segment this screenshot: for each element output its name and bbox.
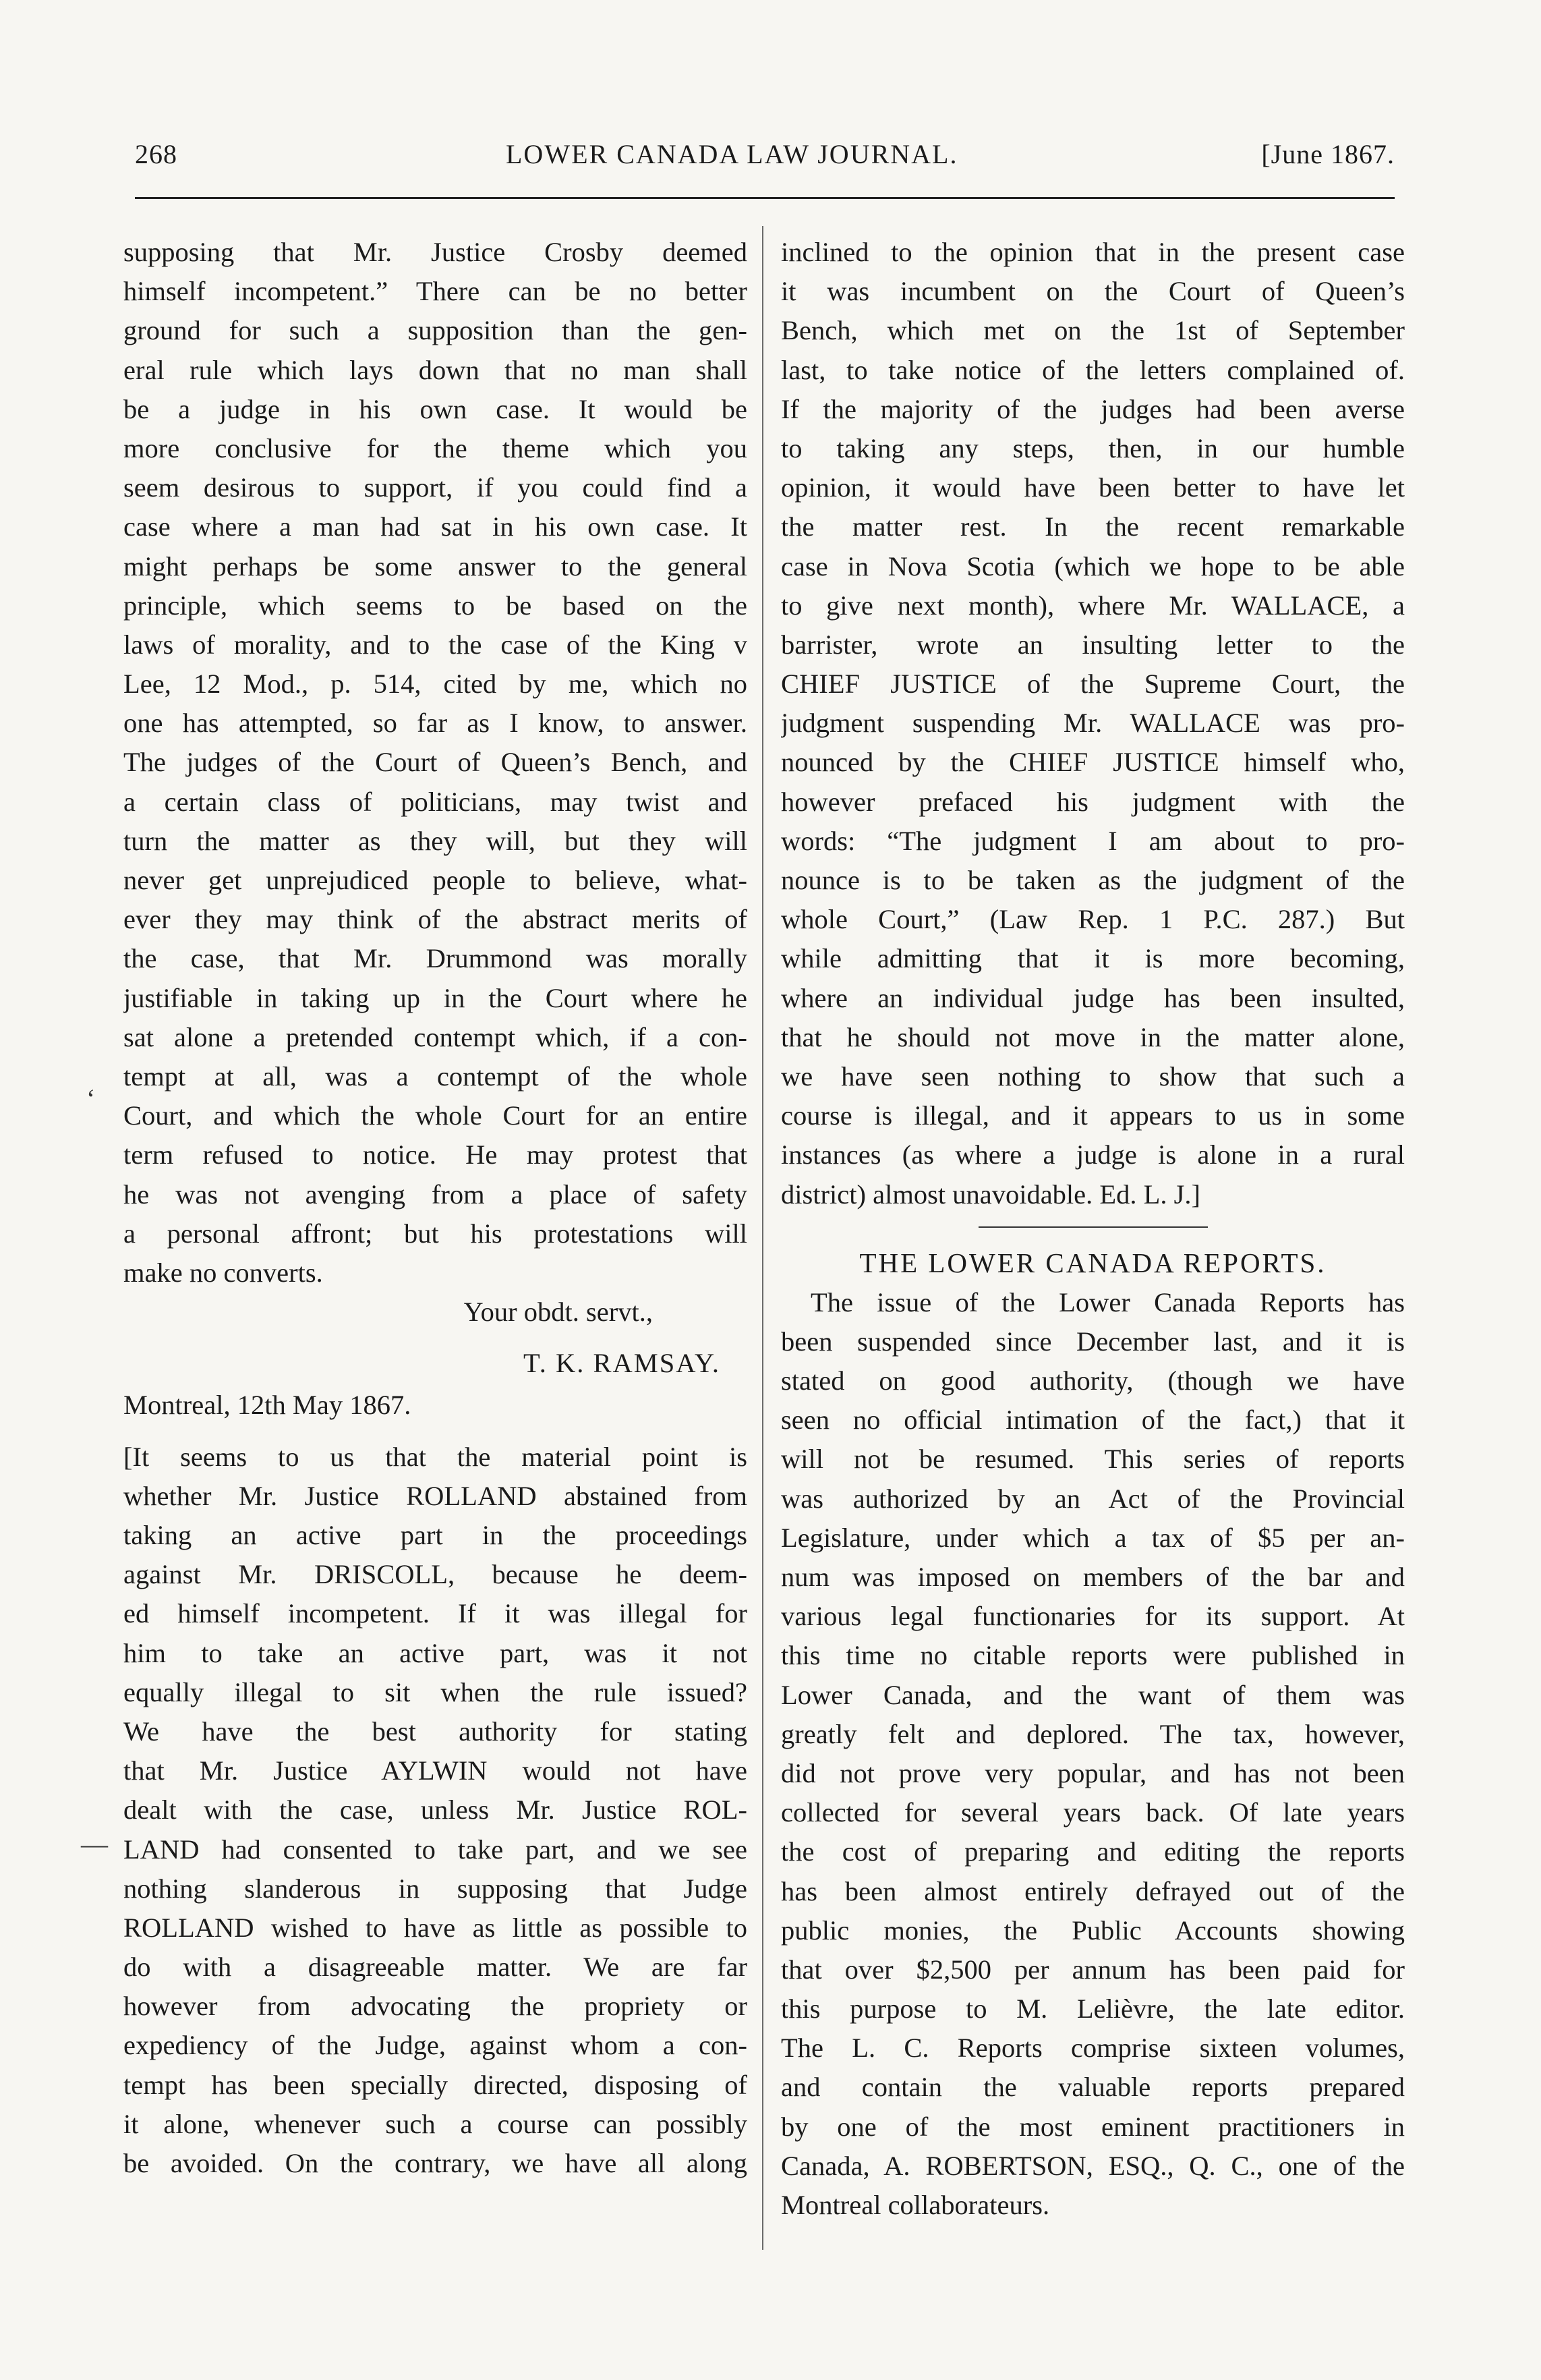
text-line: the cost of preparing and editing the reports [781, 1836, 1405, 1867]
text-line: more conclusive for the theme which you [123, 432, 747, 463]
text-line: The L. C. Reports comprise sixteen volumes, [781, 2033, 1405, 2064]
text-line: justifiable in taking up in the Court where he [123, 982, 747, 1013]
text-line: The issue of the Lower Canada Reports has [811, 1286, 1405, 1318]
text-line: did not prove very popular, and has not been [781, 1757, 1405, 1788]
text-line: supposing that Mr. Justice Crosby deemed [123, 237, 747, 267]
text-line: be a judge in his own case. It would be [123, 393, 747, 424]
margin-mark: ‘ [86, 1083, 96, 1114]
text-line: public monies, the Public Accounts showing [781, 1915, 1405, 1946]
text-line: collected for several years back. Of late years [781, 1797, 1405, 1828]
text-line: that Mr. Justice AYLWIN would not have [123, 1755, 747, 1786]
text-line: laws of morality, and to the case of the King v [123, 629, 747, 660]
text-line: The judges of the Court of Queen’s Bench, and [123, 747, 747, 778]
text-line: a certain class of politicians, may twist and [123, 786, 747, 817]
text-line: to give next month), where Mr. WALLACE, a [781, 590, 1405, 621]
text-line: last, to take notice of the letters complained of. [781, 354, 1405, 385]
text-line: a personal affront; but his protestations will [123, 1218, 747, 1249]
text-line: nothing slanderous in supposing that Judge [123, 1873, 747, 1904]
text-line: do with a disagreeable matter. We are far [123, 1952, 747, 1983]
text-line: against Mr. DRISCOLL, because he deem- [123, 1559, 747, 1590]
text-line: whole Court,” (Law Rep. 1 P.C. 287.) But [781, 904, 1405, 935]
text-line: dealt with the case, unless Mr. Justice ROL- [123, 1794, 747, 1825]
text-line: nounced by the CHIEF JUSTICE himself who, [781, 747, 1405, 778]
editorial-note-continued [781, 233, 1405, 1214]
text-line: ed himself incompetent. If it was illegal for [123, 1598, 747, 1629]
column-divider [762, 226, 763, 2250]
letter-place-date: Montreal, 12th May 1867. [123, 1390, 411, 1421]
text-line: we have seen nothing to show that such a [781, 1060, 1405, 1092]
text-line: eral rule which lays down that no man shall [123, 354, 747, 385]
text-line: If the majority of the judges had been averse [781, 393, 1405, 424]
text-line: nounce is to be taken as the judgment of the [781, 865, 1405, 895]
text-line: be avoided. On the contrary, we have all along [123, 2148, 747, 2178]
text-line: term refused to notice. He may protest that [123, 1139, 747, 1170]
journal-title: LOWER CANADA LAW JOURNAL. [506, 139, 958, 169]
text-line: expediency of the Judge, against whom a con- [123, 2030, 747, 2061]
text-line: Lower Canada, and the want of them was [781, 1679, 1405, 1710]
text-line: various legal functionaries for its support. At [781, 1601, 1405, 1632]
section-body [781, 1283, 1405, 2226]
text-line: taking an active part in the proceedings [123, 1520, 747, 1550]
text-line: [It seems to us that the material point is [123, 1441, 747, 1472]
text-line: judgment suspending Mr. WALLACE was pro- [781, 708, 1405, 739]
text-line: inclined to the opinion that in the present case [781, 237, 1405, 267]
text-line: Montreal collaborateurs. [781, 2190, 1050, 2220]
text-line: might perhaps be some answer to the general [123, 550, 747, 582]
text-line: instances (as where a judge is alone in a rural [781, 1139, 1405, 1170]
text-line: Court, and which the whole Court for an entire [123, 1100, 747, 1131]
text-line: by one of the most eminent practitioners in [781, 2111, 1405, 2142]
text-line: greatly felt and deplored. The tax, however, [781, 1718, 1405, 1749]
text-line: to taking any steps, then, in our humble [781, 432, 1405, 463]
text-line: this time no citable reports were published in [781, 1640, 1405, 1671]
page-header [135, 138, 1395, 179]
page-number: 268 [135, 139, 177, 169]
letter-signature: T. K. RAMSAY. [523, 1348, 720, 1379]
text-line: the matter rest. In the recent remarkable [781, 511, 1405, 542]
text-line: however from advocating the propriety or [123, 1991, 747, 2022]
text-line: ROLLAND wished to have as little as possible to [123, 1912, 747, 1943]
text-line: equally illegal to sit when the rule issued? [123, 1676, 747, 1707]
text-line: it was incumbent on the Court of Queen’s [781, 276, 1405, 307]
text-line: district) almost unavoidable. Ed. L. J.] [781, 1179, 1200, 1210]
text-line: where an individual judge has been insulted, [781, 982, 1405, 1013]
text-line: Lee, 12 Mod., p. 514, cited by me, which no [123, 669, 747, 700]
text-line: case where a man had sat in his own case. It [123, 511, 747, 542]
text-line: We have the best authority for stating [123, 1716, 747, 1747]
text-line: num was imposed on members of the bar and [781, 1562, 1405, 1592]
text-line: has been almost entirely defrayed out of the [781, 1875, 1405, 1906]
left-column [123, 233, 747, 2183]
text-line: been suspended since December last, and it is [781, 1326, 1405, 1357]
text-line: barrister, wrote an insulting letter to the [781, 629, 1405, 660]
text-line: will not be resumed. This series of reports [781, 1444, 1405, 1475]
text-line: principle, which seems to be based on the [123, 590, 747, 621]
text-line: while admitting that it is more becoming, [781, 943, 1405, 974]
text-line: never get unprejudiced people to believe, what- [123, 865, 747, 895]
right-column [781, 233, 1405, 2225]
text-line: ever they may think of the abstract merits of [123, 904, 747, 935]
issue-date: [June 1867. [1261, 139, 1395, 169]
header-rule [135, 197, 1395, 199]
text-line: tempt has been specially directed, disposing of [123, 2069, 747, 2100]
margin-mark: — [81, 1829, 108, 1859]
text-line: the case, that Mr. Drummond was morally [123, 943, 747, 974]
text-line: was authorized by an Act of the Provincial [781, 1483, 1405, 1514]
text-line: it alone, whenever such a course can possibly [123, 2108, 747, 2139]
text-line: however prefaced his judgment with the [781, 786, 1405, 817]
text-line: case in Nova Scotia (which we hope to be able [781, 550, 1405, 582]
text-line: sat alone a pretended contempt which, if a con- [123, 1021, 747, 1052]
section-title: THE LOWER CANADA REPORTS. [859, 1247, 1327, 1278]
text-line: one has attempted, so far as I know, to answer. [123, 708, 747, 739]
editorial-note [123, 1438, 747, 2184]
text-line: tempt at all, was a contempt of the whole [123, 1060, 747, 1092]
text-line: Canada, A. ROBERTSON, ESQ., Q. C., one of the [781, 2150, 1405, 2181]
text-line: and contain the valuable reports prepared [781, 2072, 1405, 2103]
text-line: whether Mr. Justice ROLLAND abstained from [123, 1480, 747, 1511]
text-line: LAND had consented to take part, and we see [123, 1834, 747, 1865]
text-line: opinion, it would have been better to have let [781, 472, 1405, 503]
text-line: he was not avenging from a place of safety [123, 1179, 747, 1210]
text-line: that he should not move in the matter alone, [781, 1021, 1405, 1052]
text-line: that over $2,500 per annum has been paid for [781, 1954, 1405, 1985]
text-line: make no converts. [123, 1257, 323, 1288]
text-line: ground for such a supposition than the gen- [123, 315, 747, 346]
text-line: Bench, which met on the 1st of September [781, 315, 1405, 346]
text-line: this purpose to M. Lelièvre, the late editor. [781, 1993, 1405, 2024]
letter-body [123, 233, 747, 1293]
text-line: seen no official intimation of the fact,) that it [781, 1405, 1405, 1436]
text-line: seem desirous to support, if you could find a [123, 472, 747, 503]
text-line: CHIEF JUSTICE of the Supreme Court, the [781, 669, 1405, 700]
letter-closing: Your obdt. servt., [463, 1297, 653, 1328]
text-line: himself incompetent.” There can be no better [123, 276, 747, 307]
section-rule [979, 1226, 1208, 1228]
text-line: turn the matter as they will, but they will [123, 825, 747, 856]
text-line: stated on good authority, (though we have [781, 1365, 1405, 1396]
text-line: Legislature, under which a tax of $5 per an- [781, 1522, 1405, 1553]
text-line: words: “The judgment I am about to pro- [781, 825, 1405, 856]
text-line: course is illegal, and it appears to us in some [781, 1100, 1405, 1131]
text-line: him to take an active part, was it not [123, 1637, 747, 1668]
